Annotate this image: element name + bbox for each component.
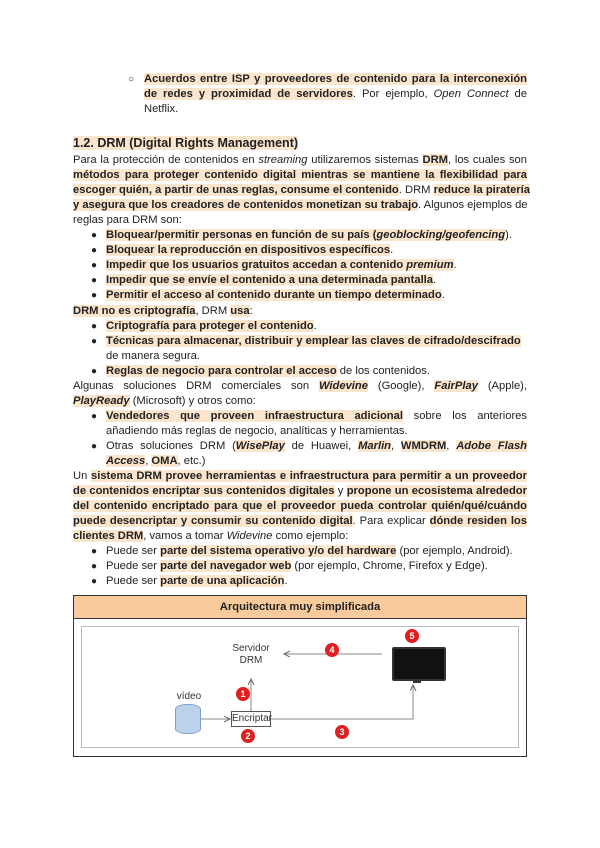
rule-item: Impedir que se envíe el contenido a una determinada pantalla.	[106, 274, 437, 286]
bullet-icon: ●	[91, 336, 98, 347]
p1-line-1: Para la protección de contenidos en streaming utilizaremos sistemas DRM, los cuales son	[73, 154, 527, 166]
badge-2: 2	[241, 729, 255, 743]
top-item-line-3: Netflix.	[144, 103, 179, 115]
encrypt-box: Encriptar	[231, 711, 271, 727]
rule-item: Bloquear la reproducción en dispositivos específicos.	[106, 244, 394, 256]
bullet-icon: ●	[91, 245, 98, 256]
bullet-icon: ●	[91, 561, 98, 572]
badge-3: 3	[335, 725, 349, 739]
rule-item: Impedir que los usuarios gratuitos accedan a contenido premium.	[106, 259, 457, 271]
p4-line-1: Un sistema DRM provee herramientas e infraestructura para permitir a un proveedor	[73, 470, 527, 482]
top-item-line-2: de redes y proximidad de servidores. Por ejemplo, Open Connect de	[144, 88, 527, 100]
vendor-item-continued: Access, OMA, etc.)	[106, 455, 206, 467]
p1-line-5: reglas para DRM son:	[73, 214, 182, 226]
section-heading: 1.2. DRM (Digital Rights Management)	[73, 136, 299, 150]
hollow-bullet-icon: ○	[128, 74, 135, 85]
use-item: Reglas de negocio para controlar el acceso de los contenidos.	[106, 365, 430, 377]
place-item: Puede ser parte del sistema operativo y/o del hardware (por ejemplo, Android).	[106, 545, 513, 557]
p1-line-2: métodos para proteger contenido digital mientras se mantiene la flexibilidad para	[73, 169, 527, 181]
p1-line-4: y asegura que los creadores de contenidos monetizan su trabajo. Algunos ejemplos de	[73, 199, 528, 211]
bullet-icon: ●	[91, 321, 98, 332]
p4-line-3: del contenido encriptado para que el proveedor pueda controlar quién/qué/cuándo	[73, 500, 527, 512]
screen-icon	[392, 647, 446, 681]
drm-server-label: Servidor DRM	[232, 643, 270, 666]
p2-line: DRM no es criptografía, DRM usa:	[73, 305, 253, 317]
bullet-icon: ●	[91, 546, 98, 557]
bullet-icon: ●	[91, 576, 98, 587]
p4-line-5: clientes DRM, vamos a tomar Widevine como ejemplo:	[73, 530, 349, 542]
badge-1: 1	[236, 687, 250, 701]
bullet-icon: ●	[91, 275, 98, 286]
use-item: Criptografía para proteger el contenido.	[106, 320, 317, 332]
diagram-area	[81, 626, 519, 748]
bullet-icon: ●	[91, 411, 98, 422]
bullet-icon: ●	[91, 260, 98, 271]
screen-stand	[413, 680, 421, 683]
vendor-item: Otras soluciones DRM (WisePlay de Huawei, Marlin, WMDRM, Adobe Flash	[106, 440, 528, 452]
p3-line-1: Algunas soluciones DRM comerciales son Widevine (Google), FairPlay (Apple),	[73, 380, 527, 392]
use-item: Técnicas para almacenar, distribuir y emplear las claves de cifrado/descifrado	[106, 335, 521, 347]
vendor-item: Vendedores que proveen infraestructura adicional sobre los anteriores	[106, 410, 527, 422]
bullet-icon: ●	[91, 441, 98, 452]
p4-line-4: puede desencriptar y consumir su contenido digital. Para explicar dónde residen los	[73, 515, 527, 527]
p3-line-2: PlayReady (Microsoft) y otros como:	[73, 395, 256, 407]
bullet-icon: ●	[91, 366, 98, 377]
arrow-3	[268, 685, 413, 719]
badge-4: 4	[325, 643, 339, 657]
top-item-line-1: Acuerdos entre ISP y proveedores de contenido para la interconexión	[144, 73, 527, 85]
diagram-arrows	[82, 627, 518, 747]
vendor-item-continued: añadiendo más reglas de negocio, analíticas y herramientas.	[106, 425, 408, 437]
badge-5: 5	[405, 629, 419, 643]
rule-item: Bloquear/permitir personas en función de su país (geoblocking/geofencing).	[106, 229, 512, 241]
bullet-icon: ●	[91, 290, 98, 301]
p4-line-2: de contenidos encriptar sus contenidos digitales y propone un ecosistema alrededor	[73, 485, 527, 497]
figure-title: Arquitectura muy simplificada	[74, 596, 526, 619]
p1-line-3: escoger quién, a partir de unas reglas, consume el contenido. DRM reduce la piratería	[73, 184, 530, 196]
architecture-figure	[73, 595, 527, 757]
rule-item: Permitir el acceso al contenido durante un tiempo determinado.	[106, 289, 445, 301]
bullet-icon: ●	[91, 230, 98, 241]
video-label: vídeo	[176, 691, 202, 702]
place-item: Puede ser parte del navegador web (por ejemplo, Chrome, Firefox y Edge).	[106, 560, 488, 572]
video-storage-icon	[175, 704, 201, 734]
place-item: Puede ser parte de una aplicación.	[106, 575, 288, 587]
use-item-continued: de manera segura.	[106, 350, 200, 362]
